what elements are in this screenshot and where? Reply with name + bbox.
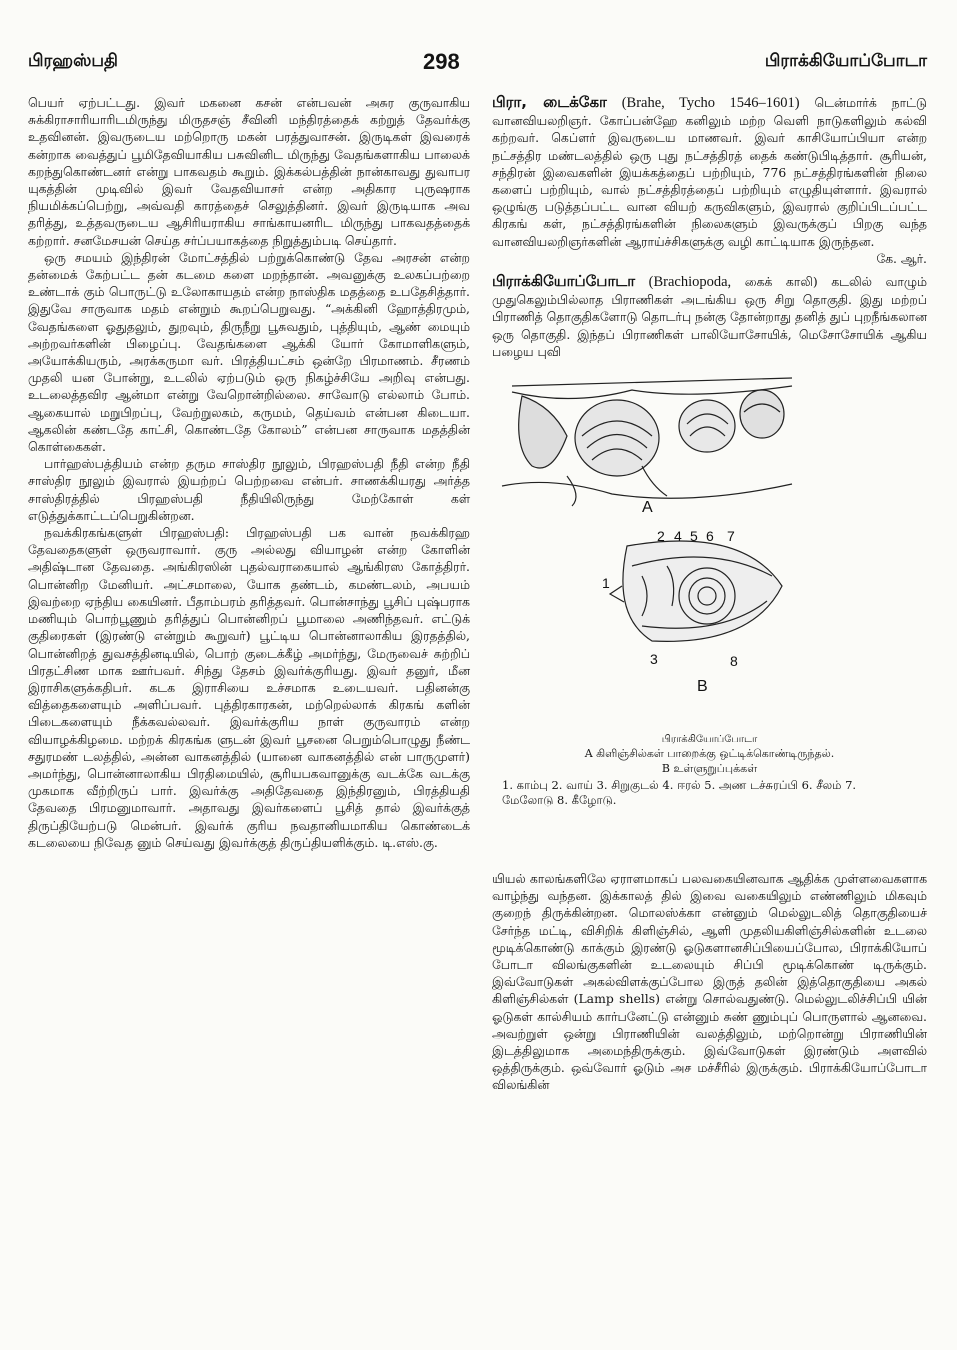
- figure-number-5: 5: [690, 528, 698, 545]
- figure-number-4: 4: [674, 528, 682, 545]
- figure-number-7: 7: [727, 528, 735, 545]
- subheading: நவக்கிரகங்களுள் பிரஹஸ்பதி:: [44, 525, 230, 541]
- entry-brahe: [492, 94, 927, 250]
- entry-latin-name: (Brahe, Tycho 1546–1601): [621, 95, 800, 111]
- page-header: [28, 40, 927, 84]
- figure-caption-a: A கிளிஞ்சில்கள் பாறைக்கு ஒட்டிக்கொண்டிருந்தல்.: [584, 747, 835, 761]
- figure-title: பிராக்கியோப்போடா: [661, 734, 758, 746]
- entry-title: பிராக்கியோப்போடா: [492, 272, 636, 291]
- right-column: [492, 94, 927, 1094]
- author-signature: கே. ஆர்.: [876, 250, 927, 266]
- figure-number-6: 6: [706, 528, 714, 545]
- figure-number-1: 1: [602, 575, 610, 592]
- page-number: 298: [423, 49, 460, 74]
- entry-title: பிரா, டைக்கோ: [492, 93, 607, 111]
- figure-number-2: 2: [657, 528, 665, 545]
- paragraph: பெயர் ஏற்பட்டது. இவர் மகனை கசன் என்பவன் அசுர குருவாகிய சுக்கிராசாரியாரிடமிருந்து மிருதசஞ் சீவினி மந்திரத்தைக் கற்றுத் தேவர்க்கு உதவினன். இவருடைய மற்றொரு மகன் பரத்துவாசன். இருடிகள் இவரைக் கன்றாக வைத்துப் பூமிதேவியாகிய பசுவினிட மிருந்து வேதங்களாகிய பாலைக் கறந்துகொண்டனர் என்று பாகவதம் கூறும். இக்கல்பத்தின் நான்காவது துவாபர யுகத்தின் முடிவில் இவர் வேதவியாசர் என்ற அதிகார புருஷராக நியமிக்கப்பெற்று, அவ்வதி காரத்தைச் செலுத்தினர். இவர் இருடியாக அவ தரித்து, உத்தவருடைய ஆசிரியராகிய சாங்காயனரிட மிருந்து பாகவதத்தைக் கற்றார். சனமேசயன் செய்த சர்ப்பயாகத்தை நிறுத்தும்படி செய்தார்.: [28, 95, 470, 248]
- figure-label-b: B: [697, 678, 708, 696]
- left-column: [28, 94, 470, 851]
- figure-number-3: 3: [650, 651, 658, 668]
- brachiopod-figure: [492, 366, 927, 726]
- entry-continuation: யியல் காலங்களிலே ஏராளமாகப் பலவகையினவாக ஆதிக்க முள்ளவைகளாக வாழ்ந்து வந்தன. இக்காலத் தில் இவை வகையிலும் எண்ணிலும் மிகவும் குறைந் திருக்கின்றன. மொலஸ்க்கா என்னும் மெல்லுடலித் தொகுதியைச் சேர்ந்த மட்டி, விசிறிக் கிளிஞ்சில், ஆளி முதலியகிளிஞ்சில்களின் உடலை மூடிக்கொண்டு காக்கும் இரண்டு ஓடுகளானசிப்பியைப்போல, பிராக்கியோப் போடா விலங்குகளின் உடலையும் சிப்பி மூடிக்கொண் டிருக்கும். இவ்வோடுகள் அகல்விளக்குப்போல இருத் தலின் இத்தொகுதியை அகல் கிளிஞ்சில்கள் (Lamp shells) என்று சொல்வதுண்டு. மெல்லுடலிச்சிப்பி யின் ஓடுகள் கால்சியம் கார்பனேட்டு என்னும் சுண் ணும்புப் பொருளால் ஆனவை. அவற்றுள் ஒன்று பிராணியின் வலத்திலும், மற்றொன்று பிராணியின் இடத்திலுமாக அமைந்திருக்கும். இவ்வோடுகள் இரண்டும் அளவில் ஒத்திருக்கும். ஒவ்வோர் ஓடும் அச மச்சீரில் இருக்கும். பிராக்கியோப்போடா விலங்கின்: [492, 871, 927, 1093]
- running-head-left: பிரஹஸ்பதி: [28, 51, 118, 71]
- paragraph: [28, 524, 470, 851]
- entry-brachiopoda: [492, 273, 927, 360]
- running-head-right: பிராக்கியோப்போடா: [764, 51, 927, 71]
- figure-number-8: 8: [730, 653, 738, 670]
- entry-latin-name: (Brachiopoda,: [648, 274, 732, 291]
- paragraph-body: பிரஹஸ்பதி பக வான் நவக்கிரஹ தேவதைகளுள் ஒருவராவார். குரு அல்லது வியாழன் என்ற கோளின் அதிஷ்டான தேவதை. அங்கிரஸின் புதல்வராகையால் ஆங்கிரஸ கோத்திரர். பொன்னிற மேனியர். அட்சமாலை, யோக தண்டம், கமண்டலம், அபயம் இவற்றை ஏந்திய கையினர். பீதாம்பரம் தரித்தவர். பொன்சாந்து பூசிப் புஷ்பராக மணியும் பொற்பூணும் தரித்துப் பொன்னிறப் பூமாலை அணிந்தவர். எட்டுக் குதிரைகள் (இரண்டு என்றும் கூறுவர்) பூட்டிய பொன்னாலாகிய இரதத்தில், பொன்னிறத் துவசத்தினடியில், பொற் குடைக்கீழ் அமர்ந்து, மேருவைச் சுற்றிப் பிரதட்சிண மாக ஊர்பவர். சிந்து தேசம் இவர்க்குரியது. இவர் தனுர், மீன இராசிகளுக்கதிபர். கடக இராசியை உச்சமாக உடையவர். பதினன்கு வித்தைகளையும் அளிப்பவர். புத்திரகாரகன், மற்றெல்லாக் கிரகங் களின் பிடைகளையும் நீக்கவல்லவர். இவர்க்குரிய நாள் குருவாரம் என்ற வியாழக்கிழமை. மற்றக் கிரகங்க ளுடன் இவர் பூசனை பெறும்பொழுது நீண்ட சதுரமண் டலத்தில், அன்ன வாகனத்தில் (யானை வாகனத்தில் என் பாருமுளர்) அமர்ந்து, பொன்னாலாகிய பிரதிமையில், சூரியபகவானுக்கு வடக்கே வடக்கு முகமாக வீற்றிருப் பார். இவர்க்கு அதிதேவதை இந்திரனும், பிரத்தியதி தேவதை பிரமனுமாவார். அதாவது இவர்களைப் பூசித் தால் இவர்க்குத் திருப்தியேற்படு மென்பர். இவர்க் குரிய நவதானியமாகிய கொண்டைக் கடலையை நிவேத னும் செய்வது இவர்க்குத் திருப்தியளிக்கும்.: [28, 525, 470, 850]
- brachiopod-illustration: [492, 366, 927, 726]
- figure-legend: 1. காம்பு 2. வாய் 3. சிறுகுடல் 4. ஈரல் 5. அண டச்சுரப்பி 6. சீலம் 7. மேலோடு 8. கீழோடு.: [502, 778, 857, 808]
- paragraph: ஒரு சமயம் இந்திரன் மோட்சத்தில் பற்றுக்கொண்டு தேவ அரசன் என்ற தன்மைக் கேற்பட்ட தன் கடமை களை மறந்தான். அவனுக்கு உலகப்பற்றை உண்டாக் கும் பொருட்டு உலோகாயதம் என்ற நாஸ்திக மதத்தை உபதேசித்தார். இதுவே சாருவாக மதம் என்றும் கூறப்பெறுவது. “அக்கினி ஹோத்திரமும், வேதங்களை ஓதுதலும், துறவும், திருநீறு பூசுவதும், புத்தியும், ஆண் மையும் அற்றவர்களின் பிழைப்பு. வேதங்களை ஆக்கி யோர் கோமாளிகளும், அயோக்கியரும், அரக்கருமா வர். பிரத்தியட்சம் ஒன்றே பிரமாணம். சீரணம் முதலி யன போன்று, உடலில் ஏற்படும் ஒரு நிகழ்ச்சியே அறிவு என்பது. உடலைத்தவிர ஆன்மா என்று வேறொன்றில்லை. சாவோடு எல்லாம் போம். ஆகையால் மறுபிறப்பு, வேற்றுலகம், கருமம், தெய்வம் என்பன கிடையா. ஆகலின் கண்டதே காட்சி, கொண்டதே கோலம்” என்பன சாருவாக மதத்தின் கொள்கைகள்.: [28, 249, 470, 455]
- figure-b-anatomy: [610, 541, 782, 641]
- figure-label-a: A: [642, 499, 653, 517]
- paragraph: பார்ஹஸ்பத்தியம் என்ற தரும சாஸ்திர நூலும், பிரஹஸ்பதி நீதி என்ற நீதி சாஸ்திர நூலும் இவரால் இயற்றப் பெற்றவை என்பர். சாணக்கியரது அர்த்த சாஸ்திரத்தில் பிரஹஸ்பதி நீதியிலிருந்து மேற்கோள் கள் எடுத்துக்காட்டப்பெறுகின்றன.: [28, 456, 470, 523]
- author-signature: டி.எஸ்.கு.: [382, 834, 438, 850]
- figure-a-shells: [502, 378, 792, 506]
- entry-body: டென்மார்க் நாட்டு வானவியலறிஞர். கோப்பன்ஹே கனிலும் மற்ற வெளி நாடுகளிலும் கல்வி கற்றவர். கெப்ளர் இவருடைய மாணவர். இவர் காசியோப்பியா என்ற நட்சத்திர மண்டலத்தில் ஒரு புது நட்சத்திரத் தைக் கண்டுபிடித்தார். சூரியன், சந்திரன் இவைகளின் இயக்கத்தைப் பற்றியும், 776 நட்சத்திரங்களின் நிலை களைப் பற்றியும், வால் நட்சத்திரத்தைப் பற்றியும் எழுதியுள்ளார். இவரால் ஒழுங்கு படுத்தப்பட்ட வான வியற் கருவிகளும், இவரால் குறிப்பிடப்பட்ட கிரகங் கள், நட்சத்திரங்களின் நிலைகளும் இவருக்குப் பிறகு வந்த வானவியலறிஞர்களின் ஆராய்ச்சிகளுக்கு வழி காட்டியாக இருந்தன.: [492, 95, 927, 249]
- figure-caption-b: B உள்ளுறுப்புக்கள்: [661, 762, 758, 776]
- entry-body: கைக் காலி) கடலில் வாழும் முதுகெலும்பில்லாத பிராணிகள் அடங்கிய ஒரு சிறு தொகுதி. இது மற்றப் பிராணித் தொகுதிகளோடு தொடர்பு நன்கு தோன்றாது தனித் துப் புறநீங்கலான ஒரு தொகுதி. இந்தப் பிராணிகள் பாலியோசோயிக், மெசோசோயிக் ஆகிய பழைய புவி: [492, 274, 927, 359]
